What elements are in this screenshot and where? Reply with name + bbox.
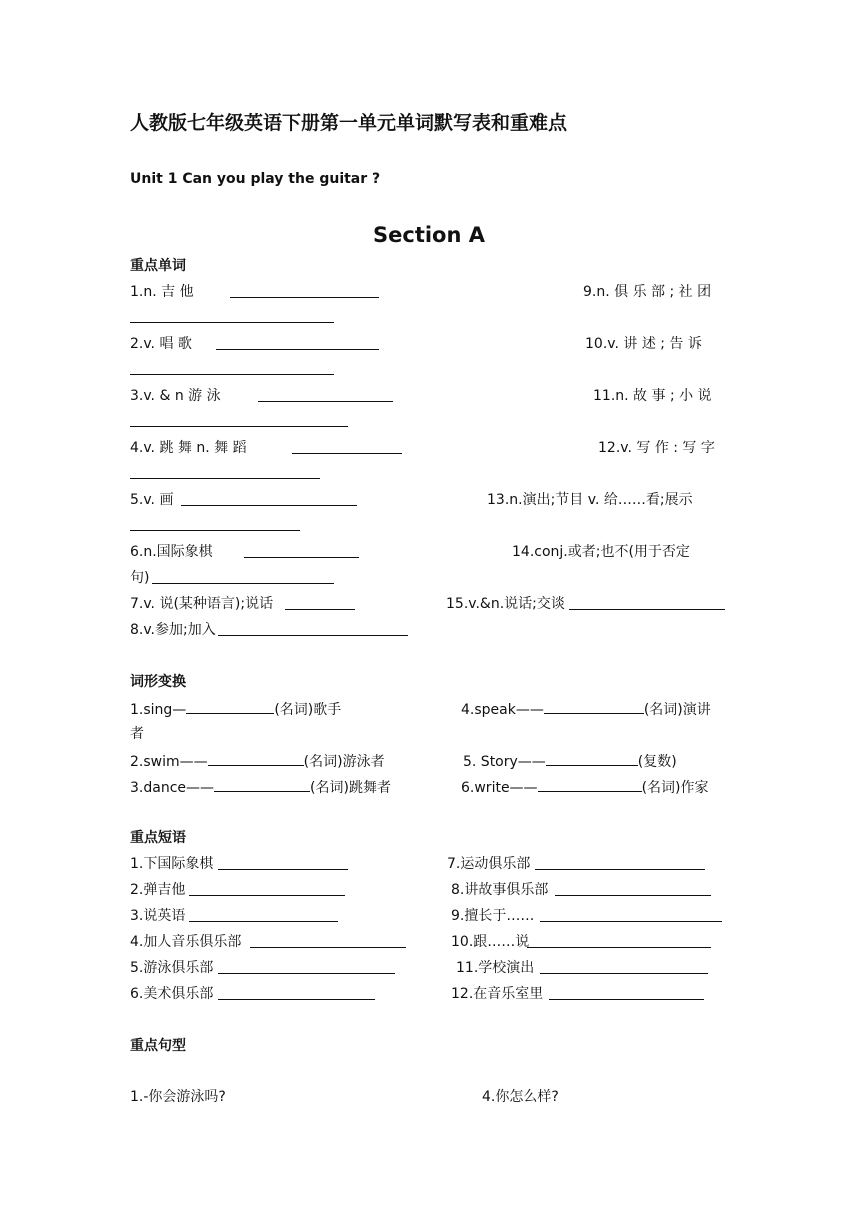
form-item [461,699,711,719]
answer-blank[interactable] [527,947,711,948]
answer-blank[interactable] [544,699,644,714]
answer-blank[interactable] [230,297,379,298]
form-word: 1.sing— [130,702,187,718]
answer-blank[interactable] [285,609,355,610]
answer-blank[interactable] [186,699,274,714]
answer-blank[interactable] [569,609,725,610]
vocab-item: 5.v. 画 [130,492,174,508]
answer-blank[interactable] [218,635,408,636]
form-word: 5. Story—— [463,754,546,770]
vocab-item: 4.v. 跳 舞 n. 舞 蹈 [130,440,247,456]
answer-blank[interactable] [292,453,402,454]
phrase-item: 1.下国际象棋 [130,856,214,872]
form-item [130,699,341,719]
answer-blank[interactable] [130,478,320,479]
form-hint: (名词)歌手 [274,702,342,718]
sentence-item: 4.你怎么样? [482,1089,559,1105]
answer-blank[interactable] [218,999,375,1000]
forms-heading: 词形变换 [130,674,186,690]
phrase-item: 7.运动俱乐部 [447,856,531,872]
vocab-item: 1.n. 吉 他 [130,284,194,300]
answer-blank[interactable] [189,921,338,922]
phrase-item: 4.加人音乐俱乐部 [130,934,242,950]
phrase-item: 11.学校演出 [456,960,535,976]
answer-blank[interactable] [152,583,334,584]
phrase-item: 10.跟……说 [451,934,530,950]
form-hint: (名词)游泳者 [303,754,385,770]
form-word: 4.speak—— [461,702,544,718]
sentences-heading: 重点句型 [130,1038,186,1054]
phrase-item: 8.讲故事俱乐部 [451,882,549,898]
answer-blank[interactable] [189,895,345,896]
answer-blank[interactable] [216,349,379,350]
form-hint: (复数) [637,754,677,770]
vocab-item: 7.v. 说(某种语言);说话 [130,596,274,612]
answer-blank[interactable] [535,869,705,870]
answer-blank[interactable] [181,505,357,506]
phrase-item: 9.擅长于…… [451,908,535,924]
vocab-item: 句) [130,570,150,586]
vocab-item: 13.n.演出;节目 v. 给……看;展示 [487,492,693,508]
form-word: 3.dance—— [130,780,215,796]
phrase-item: 2.弹吉他 [130,882,186,898]
answer-blank[interactable] [208,751,304,766]
form-item [463,751,677,771]
phrase-item: 12.在音乐室里 [451,986,544,1002]
answer-blank[interactable] [218,973,395,974]
vocab-item: 12.v. 写 作 : 写 字 [598,440,715,456]
answer-blank[interactable] [218,869,348,870]
answer-blank[interactable] [214,777,310,792]
vocab-heading: 重点单词 [130,258,186,274]
form-item [461,777,709,797]
vocab-item: 8.v.参加;加入 [130,622,216,638]
vocab-item: 11.n. 故 事 ; 小 说 [593,388,712,404]
answer-blank[interactable] [538,777,642,792]
answer-blank[interactable] [130,374,334,375]
answer-blank[interactable] [250,947,406,948]
vocab-item: 3.v. & n 游 泳 [130,388,221,404]
vocab-item: 14.conj.或者;也不(用于否定 [512,544,690,560]
page-title: 人教版七年级英语下册第一单元单词默写表和重难点 [130,112,568,134]
phrase-item: 6.美术俱乐部 [130,986,214,1002]
unit-heading: Unit 1 Can you play the guitar ? [130,171,381,187]
answer-blank[interactable] [540,921,722,922]
sentence-item: 1.-你会游泳吗? [130,1089,226,1105]
phrase-item: 5.游泳俱乐部 [130,960,214,976]
answer-blank[interactable] [555,895,711,896]
answer-blank[interactable] [258,401,393,402]
form-hint: (名词)跳舞者 [310,780,391,796]
answer-blank[interactable] [546,751,638,766]
answer-blank[interactable] [244,557,359,558]
answer-blank[interactable] [130,322,334,323]
form-item-wrap: 者 [130,726,144,742]
answer-blank[interactable] [540,973,708,974]
phrases-heading: 重点短语 [130,830,186,846]
section-heading: Section A [373,223,485,247]
vocab-item: 9.n. 俱 乐 部 ; 社 团 [583,284,712,300]
answer-blank[interactable] [130,426,348,427]
vocab-item: 10.v. 讲 述 ; 告 诉 [585,336,702,352]
form-word: 6.write—— [461,780,538,796]
phrase-item: 3.说英语 [130,908,186,924]
form-item [130,751,385,771]
vocab-item: 15.v.&n.说话;交谈 [446,596,565,612]
vocab-item: 6.n.国际象棋 [130,544,213,560]
form-hint: (名词)作家 [641,780,709,796]
answer-blank[interactable] [130,530,300,531]
vocab-item: 2.v. 唱 歌 [130,336,192,352]
form-item [130,777,391,797]
form-hint: (名词)演讲 [643,702,711,718]
answer-blank[interactable] [549,999,704,1000]
form-word: 2.swim—— [130,754,208,770]
